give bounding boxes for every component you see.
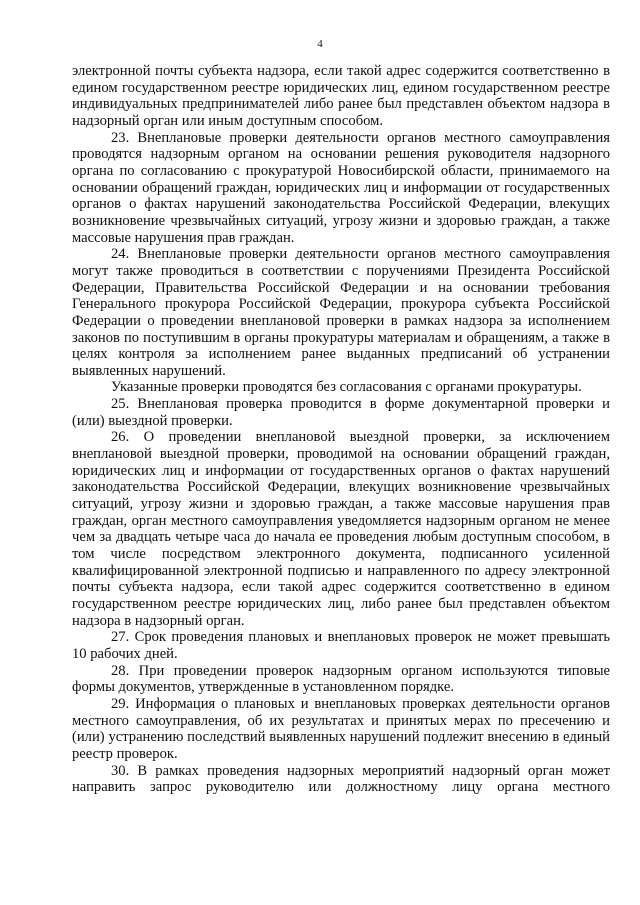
paragraph-26: 26. О проведении внеплановой выездной проверки, за исключением внеплановой выездной проверки, проводимой на основании обращений граждан, юридических лиц и информации от государственных органов о фактах нарушений законодательства Российской Федерации, влекущих возникновение чрезвычайных ситуаций, угрозу жизни и здоровью граждан, а также массовые нарушения прав граждан, орган местного самоуправления уведомляется надзорным органом не менее чем за двадцать четыре часа до начала ее проведения любым доступным способом, в том числе посредством электронного документа, подписанного усиленной квалифицированной электронной подписью и направленного по адресу электронной почты субъекта надзора, если такой адрес содержится соответственно в едином государственном реестре юридических лиц, либо ранее был представлен объектом надзора в надзорный орган.	[72, 429, 610, 629]
page-number: 4	[317, 38, 323, 50]
paragraph-27: 27. Срок проведения плановых и внеплановых проверок не может превышать 10 рабочих дней.	[72, 629, 610, 662]
paragraph-28: 28. При проведении проверок надзорным органом используются типовые формы документов, утвержденные в установленном порядке.	[72, 662, 610, 696]
paragraph-24: 24. Внеплановые проверки деятельности органов местного самоуправления могут также проводиться в соответствии с поручениями Президента Российской Федерации, Правительства Российской Федерации и на основании требования Генерального прокурора Российской Федерации, прокурора субъекта Российской Федерации о проведении внеплановой проверки в рамках надзора за исполнением законов по поступившим в органы прокуратуры материалам и обращениям, а также в целях контроля за исполнением ранее выданных предписаний об устранении выявленных нарушений.	[72, 246, 610, 379]
paragraph-24-note: Указанные проверки проводятся без согласования с органами прокуратуры.	[111, 379, 582, 396]
paragraph-30: 30. В рамках проведения надзорных мероприятий надзорный орган может направить запрос руководителю или должностному лицу органа местного	[72, 762, 610, 796]
document-body	[72, 63, 610, 796]
paragraph-23: 23. Внеплановые проверки деятельности органов местного самоуправления проводятся надзорным органом на основании решения руководителя надзорного органа по согласованию с прокуратурой Новосибирской области, принимаемого на основании обращений граждан, юридических лиц и информации от государственных органов о фактах нарушений законодательства Российской Федерации, влекущих возникновение чрезвычайных ситуаций, угрозу жизни и здоровью граждан, а также массовые нарушения прав граждан.	[72, 129, 610, 246]
paragraph-29: 29. Информация о плановых и внеплановых проверках деятельности органов местного самоуправления, об их результатах и принятых мерах по пресечению и (или) устранению последствий выявленных нарушений подлежит внесению в единый реестр проверок.	[72, 695, 610, 762]
paragraph-25: 25. Внеплановая проверка проводится в форме документарной проверки и (или) выездной проверки.	[72, 396, 610, 429]
paragraph-continuation: электронной почты субъекта надзора, если такой адрес содержится соответственно в едином государственном реестре юридических лиц, едином государственном реестре индивидуальных предпринимателей либо ранее был представлен объектом надзора в надзорный орган или иным доступным способом.	[72, 63, 610, 129]
